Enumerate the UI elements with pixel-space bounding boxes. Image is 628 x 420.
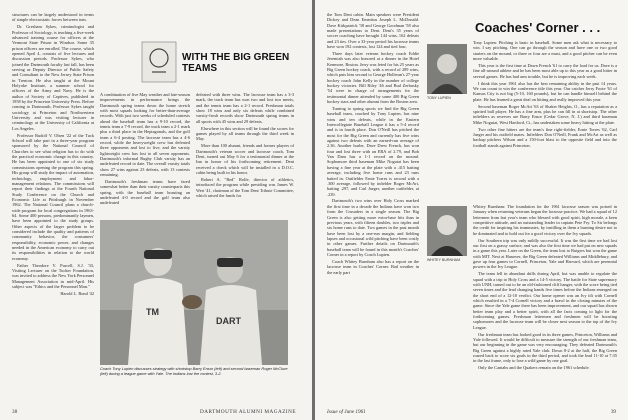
paragraph: structures can be largely understood in terms of simple electrostatic forces between ions. <box>12 12 94 23</box>
tony-lupien-portrait <box>427 44 467 94</box>
paragraph: the Tom Dent cabin. Main speakers were President Dickey and Dean Emeritus Joseph L. McDonald. Dave Kirkpatrick '38 and George Goodman '58 also made presentations to Dent. Dent's 35 years of soccer coaching have brought 144 wins, 162 defeats and 23 ties. Over a 33-year period his lacrosse teams have won 192 contests, lost 124 and tied four. <box>327 12 419 50</box>
paragraph: The team fell in abundant drills during April, but was unable to regulate the squad with a trip to Holy Cross and a 14-5 victory. The battle for State supremacy with UNH, turned out to be an old-fashioned cliff hanger, with the score being tied seven times and the lead changing hands five times before the Indians emerged on the short end of a 12-10 verdict. Our home opener was an Ivy tilt with Cornell which resulted in a 7-4 Cornell victory and a brawl in the closing minutes of the game. Since the Yale game there has been improvement, and our squad has shown better team play and a better spirit, with all the facts coming to light for the forthcoming games. Freshman lettermen and freshmen will be boosting sophomores and the lacrosse team will be closer next season to the top of the Ivy League. <box>473 271 617 330</box>
left-column-1 <box>12 12 94 404</box>
paragraph: This year is the first time at Dawn French '61 to carry the load for us. Dave is a fine all-around athlete and he has been most able up to this year as a good hitter in several games. He has had arm trouble, but he is improving each week. <box>473 62 617 79</box>
baseball-players-photo <box>100 220 288 365</box>
paragraph: Turning to spring sports we find the Big Green baseball team, coached by Tony Lupien, has nine wins and ten defeats, while in the Eastern Intercollegiate Baseball League it has a 5-4 record and is in fourth place. Don O'Neill has pitched the most for the Big Green and currently has five wins against two defeats with an earned-run average of 2.36. Another hurler, Dave Drew French, has won four and lost three with an ERA of 2.79, and Bob Van Dam has a 1-1 record on the mound. Sophomore third baseman Mike Noguiat has been having a fine year at the plate with a .415 batting average, including five home runs and 23 runs batted in. Outfielder Ernie Torres is second with a .300 average, followed by infielder Roger McArt, batting .297, and Carl Jaeger, another outfielder, at .239. <box>327 106 419 197</box>
portrait-caption-burnham: WHITEY BURNHAM <box>427 258 461 262</box>
paragraph: Dr. Gresham Sykes, criminologist and Professor of Sociology, is teaching a five-week advanced training course for officers at the Vermont State Prison in Windsor. Some 35 prison officers are enrolled. The course, which opened April 4, consists of five lectures and discussion periods. Professor Sykes, who joined the Dartmouth faculty last fall, has been serving as Deputy Director of Public Safety and Consultant to the New Jersey State Prison in Trenton. He also taught at the Mount Holyoke Institute, a summer school for officers of the Army and Navy. He is the author of Society of Captives, published in 1958 by the Princeton University Press. Before coming to Dartmouth, Professor Sykes taught sociology at Princeton and Northwestern University and was visiting lecturer in criminology at the University of California at Los Angeles. <box>12 24 94 131</box>
right-page <box>315 0 628 420</box>
paragraph: Professor Rudolf V. Olsen '22 of the Tuck School will take part in a three-year program sponsored by the National Council of Churches to see what religion has to do with the practical economic change in this country. He has been appointed to one of six study commissions opening the program this spring. His group will study the impact of automation, technology, employment and labor-management relations. The commissions will report their findings at the Fourth National Study Conference on the Church and Economic Life at Pittsburgh in November 1962. The National Council plans a church-wide program for local congregations in 1963-64. Some 400 persons, predominantly laymen, have been appointed to the study groups. Other aspects of the larger problem to be considered include the quality and patterns of community behavior, the consumers' responsibility, economic power, and changes needed in the American economy to carry out its responsibilities in relation to the world economy. <box>12 132 94 261</box>
left-column-2 <box>100 92 190 216</box>
paragraph: Our freshman team has looked good in its three games, Princeton, Williams and Yale followed. It would be difficult to measure the strength of our freshman team, but our beginning in the game was very encouraging. They defeated Dartmouth's Big Green against a highly rated Yale club. Down 8-2 at the half, the Big Green roared back to score six goals in the third period, and took the lead 11-10 at 7:35 in the last frame, only to lose a wild game by one goal. <box>473 331 617 364</box>
paragraph: Whitey Burnham: The foundation for the 1961 lacrosse season was poised in January when returning veterans began the lacrosse practice. We had a squad of 12 lettermen from last year's team who blessed with good spirit, high morale, a keen competitive attitude, and an outstanding leader in captain Pete Fry. To Sir belongs the credit for inspiring his teammates, by instilling in them a burning desire not to be dominated and to hold out for a good victory over the Ivy squads. <box>473 204 617 236</box>
paragraph: Two other fine hitters are the team's fine right-fielder, Ernie Torres '62, Carl Jaeger and his outfield mates. Infielders Don O'Neill, Frank and McArt as well as backup pitchers Wilson and a 150-foot blast to the opposite field and into the football stands against Princeton. <box>473 126 617 148</box>
issue-date: Issue of June 1961 <box>327 409 366 415</box>
paragraph: Second baseman Roger McArt '63 of Shaker Heights, O., has a reputation as a spirited ball player. He has a fine arm, plus he can fill in at shortstop. The other infielders as reserves are Barry Ensor (Cedar Grove, N. J.) and third baseman Mike Noguiat, West Hartford, Ct., has undertaken some heavy hitting at the plate. <box>473 103 617 125</box>
portrait-caption-lupien: TONY LUPIEN <box>427 96 451 100</box>
paragraph: Father Theodore V. Purcell, S.J. '33, Visiting Lecturer on the Tucker Foundation, was invited to address the New York Personnel Management Association in mid-April. His subject was "Ethics and the Personnel Man." <box>12 262 94 289</box>
page-number: 39 <box>610 409 616 415</box>
svg-text:TM: TM <box>146 307 159 317</box>
paragraph: Robert A. "Red" Rolfe, director of athletics, introduced the program while presiding was James W. Wert '41, chairman of the Tom Dent Tribute Committee, which raised the funds for <box>196 176 294 198</box>
paragraph: Tony Lupien: Pitching is basic in baseball. Some men ask what is necessary to win. I say pitching. One can go through the season and have one or two good starters on the mound, or three or four are a must, and a good pitcher can be even more valuable. <box>473 40 617 62</box>
paragraph: Our Southern trip was only mildly successful. It was the first time we had lost our first on a grassy surface, and was also the first time we had put on new squads in a game this year. Later on the Green, the team lost to Rutgers but won the game with MIT. Next at Hanover, the Big Green defeated Williams and Middlebury, and gave up four games to Cornell, Princeton, Yale and Harvard, which are perennial powers in the Ivy League. <box>473 237 617 270</box>
coaches-corner-title: Coaches' Corner . . . <box>475 20 601 35</box>
left-column-3 <box>196 92 294 216</box>
right-column-2-bottom <box>473 204 617 400</box>
paragraph: Dartmouth's two wins over Holy Cross marked the first time in a decade the Indians have won two from the Crusaders in a single season. The Big Green is also getting more extra-base hits than in previous years, with fifteen doubles, two triples and six home runs to date. Two games in the past month have been lost by a one-run margin, and fielding lapses and occasional wild pitching have been costly in other games. Further details on Dartmouth's baseball team will be found in this month's Coaches' Corner in a report by Coach Lupien. <box>327 198 419 257</box>
section-headline: WITH THE BIG GREEN TEAMS <box>182 52 290 74</box>
paragraph: Three days later veteran hockey coach Eddie Jeremiah was also honored at a dinner in the Hotel Kenmore, Boston. Jerry was feted for his 25 years as Big Green hockey coach, with a record of 289 wins, which puts him second to George Holleran's 27-year hockey coach John Kelly in the number of college hockey victories. Bill Riley '46 and Bud Zerbusky '54 were in charge of arrangements for the testimonial dinner attended by some 400 Big Green hockey stars and other alumni from the Boston area. <box>327 51 419 105</box>
paragraph: A combination of five May weather and late-season improvements in performance brings the Dartmouth spring teams down the home stretch with most squads looking for better-than-average records. With just two weeks of scheduled contests ahead the baseball team has a 9-10 record, the tennis team a 7-9 record, the track team a 2-1 mark plus a third place in the Heptagonals, and the golf team a 6-4 posting. The lacrosse team has a 4-6 record, while the heavyweight crew has defeated three opponents and lost to five, and the varsity lightweight crew has lost to all seven opponents. Dartmouth's informal Rugby Club varsity has an undefeated record to date. The overall varsity totals show 27 wins against 23 defeats, with 13 contests remaining. <box>100 92 190 178</box>
paragraph: Only the Cantabs and the Quakers remain on the 1961 schedule. <box>478 365 590 371</box>
photo-caption: Coach Tony Lupien discusses strategy with shortstop Barry Ensor (left) and second baseman Roger McClure (left) during a league game with Yale. The Indians lost the contest, 3-2. <box>100 366 288 376</box>
left-page <box>0 0 312 420</box>
paragraph: I think this year 1961 also has the best remaining ability in the past 14 years. We can count to win the conference title this year. Our catcher Jerry Foote '61 of Kansas City is not big (5-10, 160 pounds), but he can handle himself behind the plate. He has learned a great deal on hitting and really improved this year. <box>473 80 617 102</box>
paragraph: Dartmouth's freshman teams have fared somewhat better than their varsity counterparts this spring, with the baseball team boasting an undefeated 4-0 record and the golf team also undefeated <box>100 179 190 206</box>
magazine-name: DARTMOUTH ALUMNI MAGAZINE <box>200 409 297 415</box>
author-signature: Harold L. Bond '42 <box>60 290 94 296</box>
paragraph: defeated with three wins. The lacrosse team has a 3-3 mark, the track team has won two and lost two meets, and the tennis team has a 2-1 record. Freshman totals show 18 wins and only six defeats while combined varsity-frosh records show Dartmouth spring teams in all sports with 45 wins and 29 defeats. <box>196 92 294 124</box>
right-column-1 <box>327 12 419 404</box>
svg-text:DART: DART <box>216 316 241 326</box>
paragraph: More than 100 alumni, friends and former players of Dartmouth's veteran soccer and lacrosse coach, Tom Dent, turned out May 6 for a testimonial dinner at the Inn in honor of his forthcoming retirement. Dent received a check which will be installed in a D.O.C. cabin being built in his honor. <box>196 143 294 175</box>
paragraph: Elsewhere in this section will be found the scores for games played by all teams through the third week in May. <box>196 125 294 142</box>
page-number: 38 <box>12 409 18 415</box>
big-green-emblem-icon <box>140 40 178 84</box>
whitey-burnham-portrait <box>427 206 467 256</box>
right-column-2-top <box>473 40 617 200</box>
paragraph: Coach Whitey Burnham also has a report on the lacrosse team in Coaches' Corner. Bad weather in the early part <box>327 258 419 275</box>
